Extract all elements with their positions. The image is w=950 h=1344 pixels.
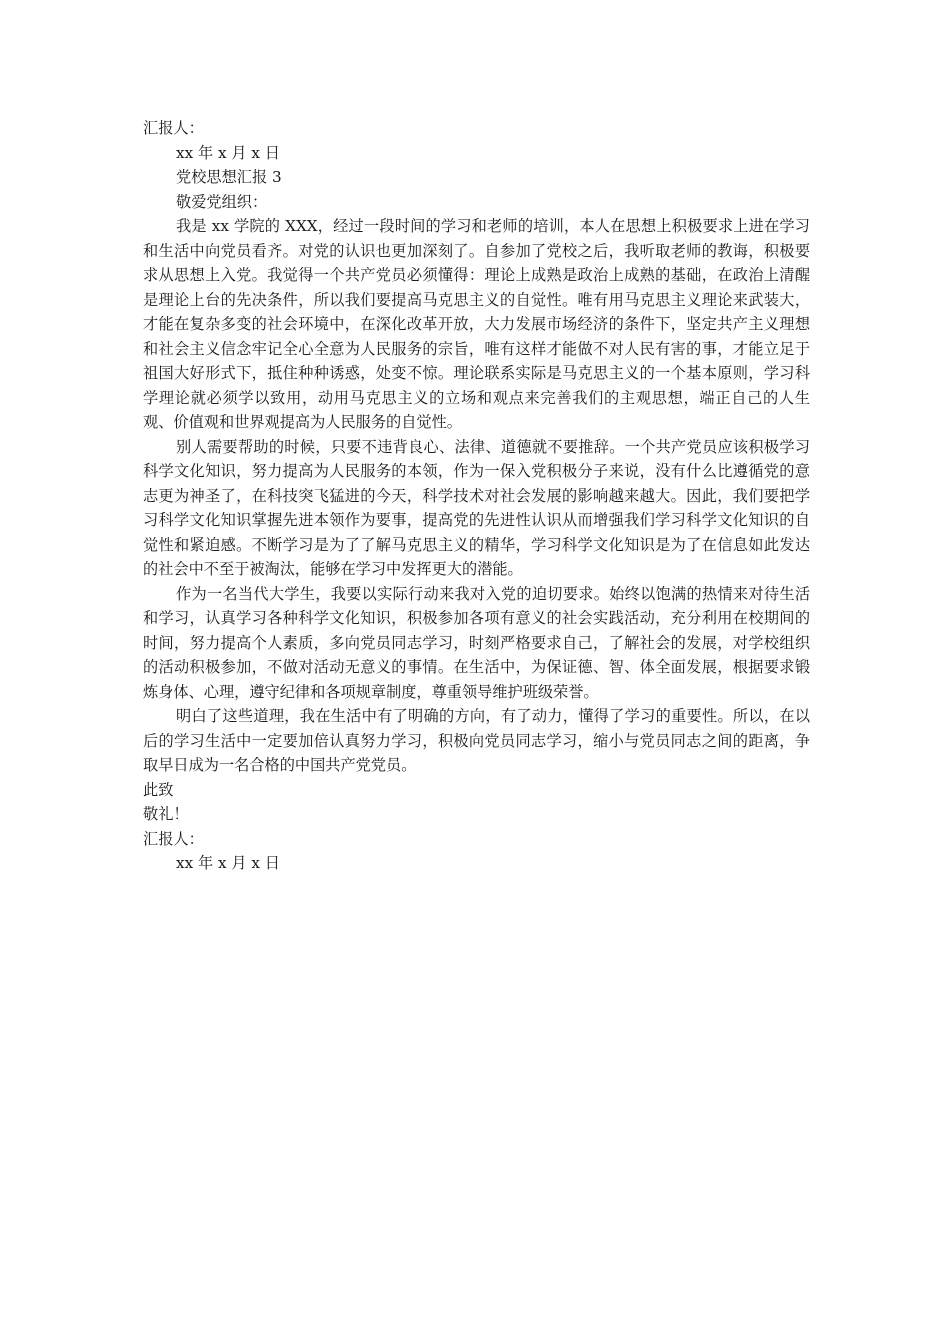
document-page: [143, 116, 810, 876]
closing-salute: 敬礼！: [143, 805, 189, 823]
reporter-label-top: 汇报人：: [143, 119, 204, 137]
body-paragraph-4: 明白了这些道理，我在生活中有了明确的方向，有了动力，懂得了学习的重要性。所以，在以后的学习生活中一定要加倍认真努力学习，积极向党员同志学习，缩小与党员同志之间的距离，争取早日成为一名合格的中国共产党党员。: [143, 707, 810, 774]
reporter-label-bottom: 汇报人：: [143, 829, 204, 848]
body-paragraph-2: 别人需要帮助的时候，只要不违背良心、法律、道德就不要推辞。一个共产党员应该积极学习科学文化知识，努力提高为人民服务的本领，作为一保入党积极分子来说，没有什么比遵循党的意志更为神圣了，在科技突飞猛进的今天，科学技术对社会发展的影响越来越大。因此，我们要把学习科学文化知识掌握先进本领作为要事，提高党的先进性认识从而增强我们学习科学文化知识的自觉性和紧迫感。不断学习是为了了解马克思主义的精华，学习科学文化知识是为了在信息如此发达的社会中不至于被淘汰，能够在学习中发挥更大的潜能。: [143, 437, 810, 578]
body-paragraph-3: 作为一名当代大学生，我要以实际行动来我对入党的迫切要求。始终以饱满的热情来对待生活和学习，认真学习各种科学文化知识，积极参加各项有意义的社会实践活动，充分利用在校期间的时间，努力提高个人素质，多向党员同志学习，时刻严格要求自己，了解社会的发展，对学校组织的活动积极参加，不做对活动无意义的事情。在生活中，为保证德、智、体全面发展，根据要求锻炼身体、心理，遵守纪律和各项规章制度，尊重领导维护班级荣誉。: [143, 584, 810, 701]
closing-phrase: 此致: [143, 780, 174, 799]
date-top: xx 年 x 月 x 日: [176, 143, 280, 162]
document-title: 党校思想汇报 3: [176, 168, 282, 186]
salutation: 敬爱党组织：: [176, 192, 268, 211]
body-paragraph-1: 我是 xx 学院的 XXX，经过一段时间的学习和老师的培训，本人在思想上积极要求上进在学习和生活中向党员看齐。对党的认识也更加深刻了。自参加了党校之后，我听取老师的教诲，积极要求从思想上入党。我觉得一个共产党员必须懂得：理论上成熟是政治上成熟的基础，在政治上清醒是理论上台的先决条件，所以我们要提高马克思主义的自觉性。唯有用马克思主义理论来武装大，才能在复杂多变的社会环境中，在深化改革开放，大力发展市场经济的条件下，坚定共产主义理想和社会主义信念牢记全心全意为人民服务的宗旨，唯有这样才能做不对人民有害的事，才能立足于祖国大好形式下，抵住种种诱惑，处变不惊。理论联系实际是马克思主义的一个基本原则，学习科学理论就必须学以致用，动用马克思主义的立场和观点来完善我们的主观思想，端正自己的人生观、价值观和世界观提高为人民服务的自觉性。: [143, 217, 810, 431]
date-bottom: xx 年 x 月 x 日: [176, 854, 280, 872]
